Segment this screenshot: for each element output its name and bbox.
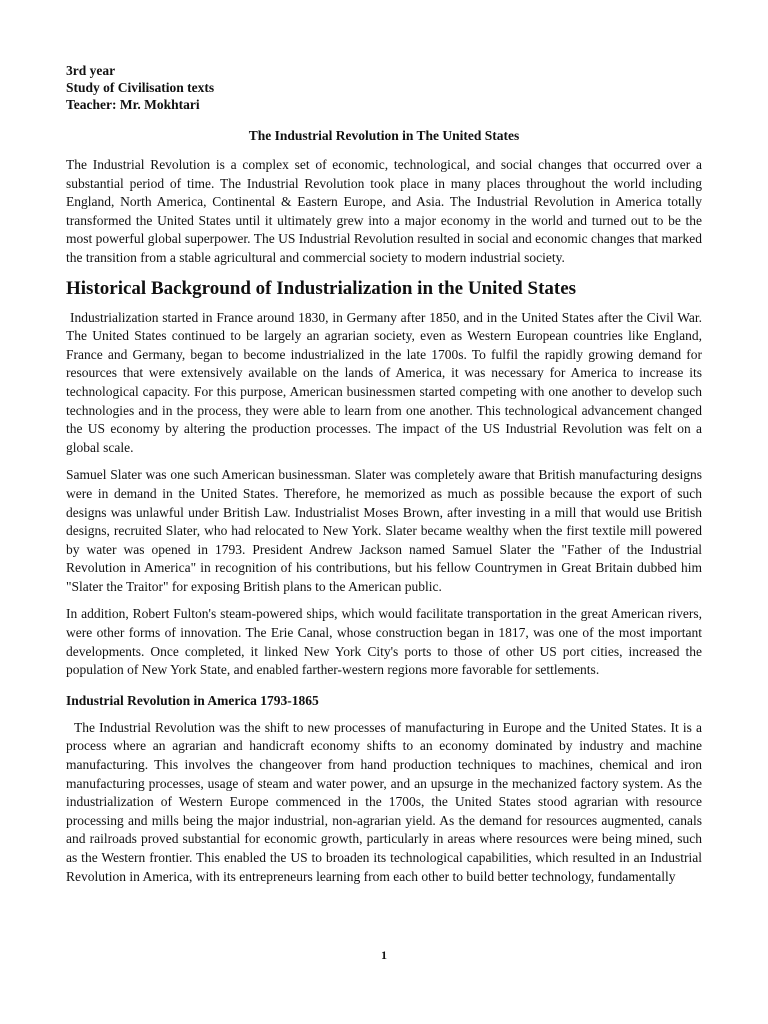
header-teacher: Teacher: Mr. Mokhtari <box>66 97 200 112</box>
paragraph: In addition, Robert Fulton's steam-powered ships, which would facilitate transportation in the great American rivers, were other forms of innovation. The Erie Canal, whose construction began in 1817, was one of the most important developments. Once completed, it linked New York City's ports to those of other US port cities, increased the population of New York State, and enabled farther-western regions more favorable for settlements. <box>66 606 702 678</box>
header-course: Study of Civilisation texts <box>66 80 215 95</box>
paragraph: Samuel Slater was one such American businessman. Slater was completely aware that British manufacturing designs were in demand in the United States. Therefore, he memorized as much as possible because the export of such designs was unlawful under British Law. Industrialist Moses Brown, after investing in a mill that would use British designs, recruited Slater, who had relocated to New York. Slater became wealthy when the first textile mill powered by water was opened in 1793. President Andrew Jackson named Samuel Slater the "Father of the Industrial Revolution in America" in recognition of his contributions, but his fellow Countrymen in Great Britain dubbed him "Slater the Traitor" for exposing British plans to the American public. <box>66 467 702 594</box>
header-year: 3rd year <box>66 63 116 78</box>
paragraph: The Industrial Revolution was the shift to new processes of manufacturing in Europe and the United States. It is a process where an agrarian and handicraft economy shifts to an economy dominated by industry and machine manufacturing. This involves the changeover from hand production techniques to machines, chemical and iron manufacturing processes, usage of steam and water power, and an upsurge in the mechanized factory system. As the industrialization of Western Europe commenced in the 1700s, the United States stood agrarian with resource processing and mills being the major industrial, non-agrarian yield. As the demand for resources augmented, canals and railroads proved substantial for economic growth, particularly in areas where resources were being mined, such as the Western frontier. This enabled the US to broaden its technological capabilities, which resulted in an Industrial Revolution in America, with its entrepreneurs learning from each other to build better technology, fundamentally <box>66 719 702 884</box>
page-number: 1 <box>381 948 387 962</box>
section-heading-historical-background: Historical Background of Industrialization in the United States <box>66 277 577 299</box>
document-page <box>66 62 702 895</box>
document-title: The Industrial Revolution in The United States <box>248 128 520 143</box>
paragraph: Industrialization started in France around 1830, in Germany after 1850, and in the United States after the Civil War. The United States continued to be largely an agrarian society, even as Western European countries like England, France and Germany, began to become industrialized in the late 1700s. To fulfil the rapidly growing demand for resources that were extensively available on the lands of America, it was necessary for America to increase its technological capacity. For this purpose, American businessmen started competing with one another to develop such technologies and in the process, they were able to learn from one another. This technological advancement changed the US economy by altering the production processes. The impact of the US Industrial Revolution was felt on a global scale. <box>66 309 702 455</box>
intro-paragraph: The Industrial Revolution is a complex set of economic, technological, and social changes that occurred over a substantial period of time. The Industrial Revolution took place in many places throughout the world including England, North America, Continental & Eastern Europe, and Asia. The Industrial Revolution in America totally transformed the United States until it ultimately grew into a major economy in the world and turned out to be the most powerful global superpower. The US Industrial Revolution resulted in social and economic changes that marked the transition from a stable agricultural and commercial society to modern industrial society. <box>66 157 702 265</box>
section-heading-industrial-revolution-america: Industrial Revolution in America 1793-1865 <box>66 692 319 708</box>
